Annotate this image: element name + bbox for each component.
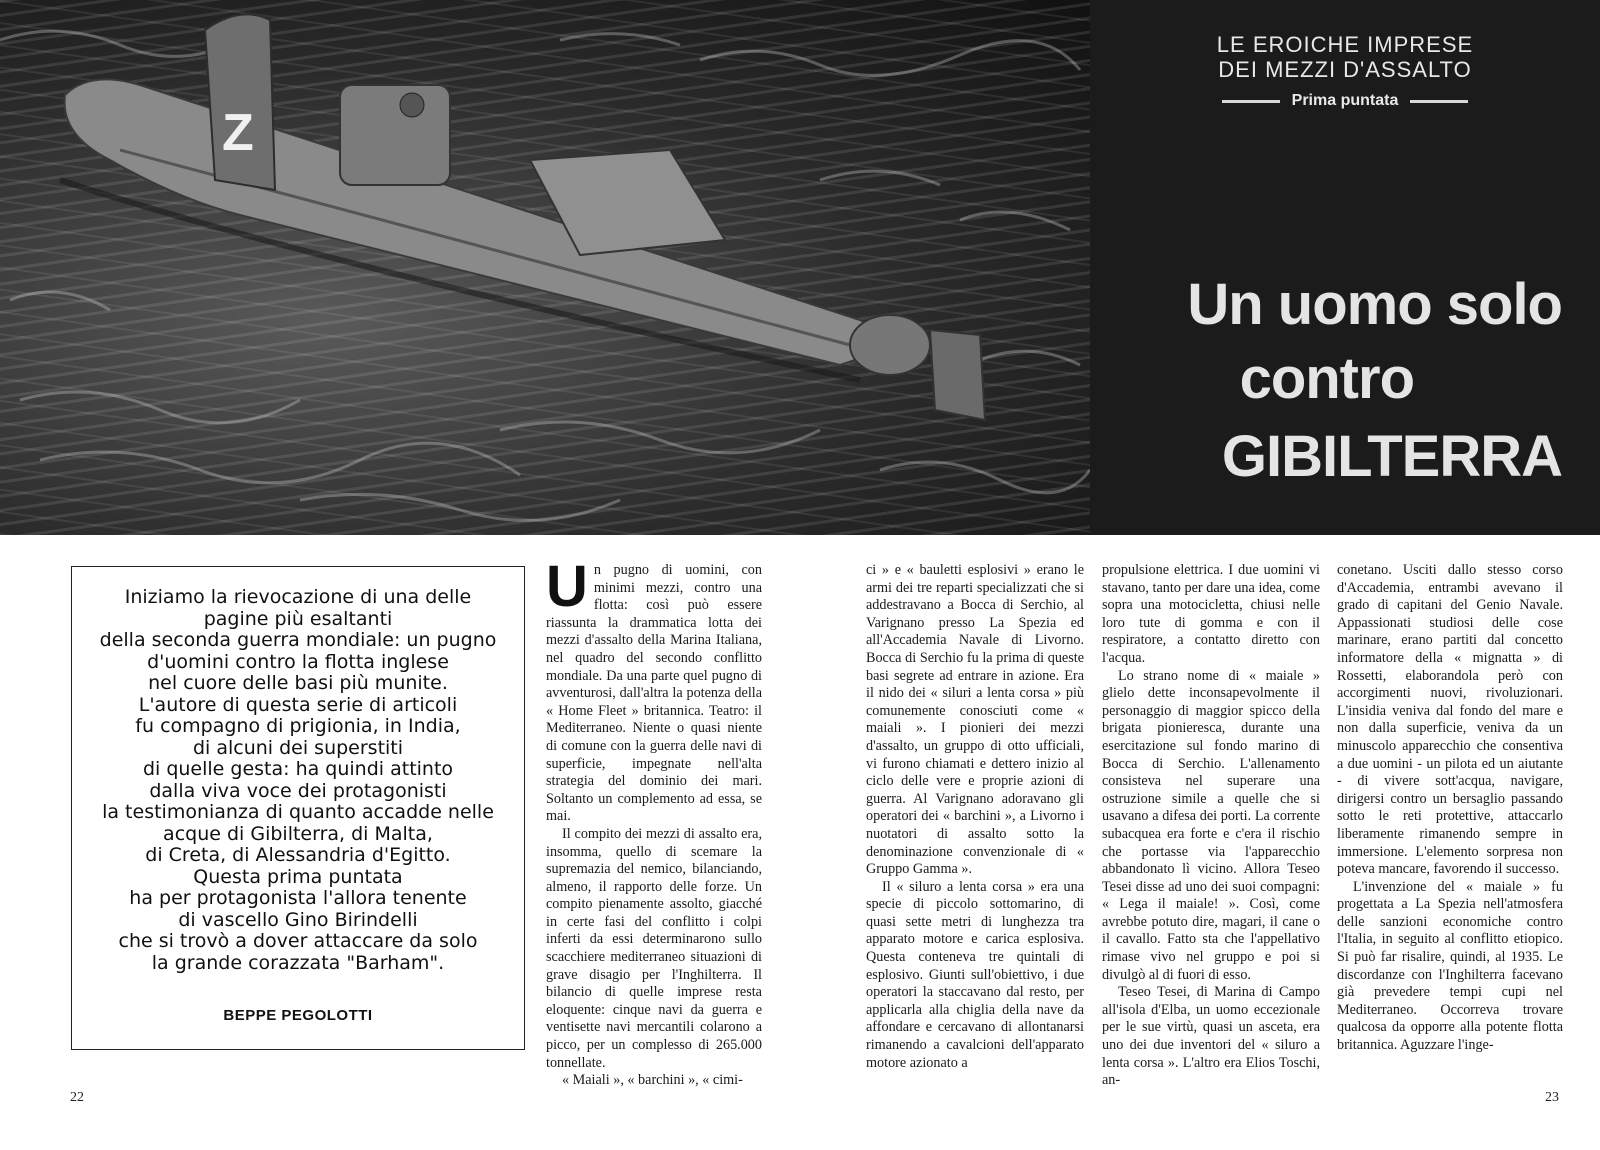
intro-line: dalla viva voce dei protagonisti (149, 779, 447, 802)
paragraph: « Maiali », « barchini », « cimi- (562, 1072, 743, 1089)
intro-line: L'autore di questa serie di articoli (138, 693, 458, 716)
article-column-2 (866, 562, 1084, 1072)
intro-line: la grande corazzata "Barham". (151, 951, 445, 974)
paragraph: propulsione elettrica. I due uomini vi stavano, tanto per dare una idea, come sopra una motocicletta, chiusi nelle loro tute di gomma e con il respiratore, a contatto diretto con l'acqua. (1102, 562, 1320, 666)
paragraph (546, 554, 762, 826)
paragraph: Il « siluro a lenta corsa » era una specie di piccolo sottomarino, di quasi sette metri di lunghezza tra apparato motore e carica esplosiva. Questa conteneva tre quintali di esplosivo. Giunti sull'obiettivo, i due operatori la staccavano dal resto, per applicarla alla chiglia della nave da affondare e cercavano di allontanarsi rimanendo a cavalcioni dell'apparato motore azionato a (866, 878, 1084, 1071)
intro-line: Iniziamo la rievocazione di una delle (124, 586, 472, 608)
paragraph: Il compito dei mezzi di assalto era, insomma, quello di scemare la supremazia del nemico, bilanciando, almeno, il rapporto delle forze. Un compito pienamente assolto, giacché in certe fasi del conflitto i colpi inferti da essi determinarono sullo scacchiere mediterraneo situazioni di grave disagio per l'Inghilterra. Il bilancio di quelle imprese resta eloquente: cinque navi da guerra e ventisette navi mercantili colarono a picco, per un complesso di 265.000 tonnellate. (546, 825, 762, 1071)
cover-photo-submarine (0, 0, 1090, 535)
intro-line: di Creta, di Alessandria d'Egitto. (145, 844, 451, 866)
paragraph: L'invenzione del « maiale » fu progettata a La Spezia nell'atmosfera delle sanzioni economiche contro l'Italia, in seguito al conflitto etiopico. Si può far risalire, quindi, al 1935. Le discordanze con l'Inghilterra facevano già prevedere tempi cupi nel Mediterraneo. Occorreva trovare qualcosa da opporre alla potente flotta britannica. Aguzzare l'inge- (1337, 878, 1563, 1054)
episode-text: Prima puntata (1291, 92, 1399, 109)
intro-line: acque di Gibilterra, di Malta, (163, 822, 433, 845)
headline-line1: Un uomo solo (1187, 272, 1562, 337)
paragraph: Teseo Tesei, di Marina di Campo all'isola d'Elba, un uomo eccezionale per le sue virtù, quasi un asceta, era uno dei due inventori del « siluro a lenta corsa ». L'altro era Elios Toschi, an- (1102, 984, 1320, 1089)
article-column-1 (546, 554, 762, 1090)
intro-line: fu compagno di prigionia, in India, (135, 715, 461, 737)
maiale-torpedo-illustration (0, 0, 1090, 535)
intro-box (71, 566, 525, 1050)
page-number-left: 22 (70, 1090, 84, 1105)
intro-line: di vascello Gino Birindelli (178, 908, 418, 931)
intro-line: di quelle gesta: ha quindi attinto (142, 758, 454, 780)
headline-line2: contro (1239, 346, 1414, 411)
paragraph: Lo strano nome di « maiale » glielo dette inconsapevolmente il personaggio di maggior spicco della brigata pionieresca, durante una esercitazione sul fondo marino di Bocca di Serchio. L'allenamento consisteva nel superare una ostruzione simile a quelle che si usavano a difesa dei porti. La corrente subacquea era forte e c'era il rischio che portasse via l'apparecchio abbandonato lì vicino. Allora Teseo Tesei disse ad uno dei suoi compagni: « Lega il maiale! ». Così, come avrebbe potuto dire, magari, il cane o il cavallo. Fatto sta che l'appellativo rimase vivo nel gruppo e poi si divulgò al di fuori di esso. (1102, 667, 1320, 983)
episode-label (1210, 90, 1480, 112)
series-kicker-line1: LE EROICHE IMPRESE (1216, 32, 1474, 57)
intro-line: d'uomini contro la flotta inglese (147, 650, 449, 673)
hull-letter: Z (222, 104, 254, 162)
author-byline: BEPPE PEGOLOTTI (223, 1007, 373, 1024)
paragraph-text: n pugno di uomini, con minimi mezzi, contro una flotta: così può essere riassunta la drammatica lotta dei mezzi d'assalto della Marina Italiana, nel quadro del secondo conflitto mondiale. Da una parte quel pugno di avventurosi, dall'altra la potenza della « Home Fleet » britannica. Teatro: il Mediterraneo. Niente o quasi niente di comune con la guerra delle navi di superficie, impegnate nell'alta strategia del dominio dei mari. Soltanto un complemento ad essa, se mai. (546, 562, 762, 825)
intro-line: ha per protagonista l'allora tenente (129, 887, 467, 909)
intro-line: la testimonianza di quanto accadde nelle (102, 801, 494, 823)
paragraph: conetano. Usciti dallo stesso corso d'Accademia, entrambi avevano il grado di capitani del Genio Navale. Appassionati studiosi delle cose marinare, erano partiti dal concetto informatore della « mignatta » di Rossetti, elaborandola però con accorgimenti nuovi, rivoluzionari. L'insidia veniva dal fondo del mare e non dalla superficie, veniva da un minuscolo apparecchio che consentiva a due uomini - un pilota ed un aiutante - di vivere sott'acqua, navigare, dirigersi contro un bersaglio passando sotto le reti protettive, attaccarlo liberamente rimanendo sempre in immersione. L'elemento sorpresa non poteva mancare, favorendo il successo. (1337, 562, 1563, 878)
article-column-3 (1102, 562, 1320, 1090)
article-column-4 (1337, 562, 1563, 1055)
intro-line: pagine più esaltanti (203, 607, 393, 630)
title-panel (1090, 0, 1600, 535)
series-kicker-line2: DEI MEZZI D'ASSALTO (1218, 57, 1472, 82)
intro-line: nel cuore delle basi più munite. (148, 672, 448, 694)
rule-left (1222, 100, 1280, 103)
intro-line: che si trovò a dover attaccare da solo (118, 930, 478, 952)
drop-cap: U (546, 554, 588, 619)
intro-line: Questa prima puntata (193, 865, 403, 888)
paragraph: ci » e « bauletti esplosivi » erano le armi dei tre reparti specializzati che si addestravano a Bocca di Serchio, al Varignano presso La Spezia ed all'Accademia Navale di Livorno. Bocca di Serchio fu la prima di queste basi segrete ad entrare in azione. Era il nido dei « siluri a lenta corsa » più comunemente conosciuti come « maiali ». I pionieri dei mezzi d'assalto, un gruppo di otto ufficiali, vi furono chiamati e dettero inizio al ciclo delle vere e proprie azioni di guerra. Al Varignano adoravano gli operatori dei « barchini », a Livorno i nuotatori di assalto sotto la denominazione convenzionale di « Gruppo Gamma ». (866, 562, 1084, 878)
page-number-right: 23 (1545, 1090, 1559, 1105)
intro-line: della seconda guerra mondiale: un pugno (99, 629, 497, 651)
rule-right (1410, 100, 1468, 103)
intro-line: di alcuni dei superstiti (192, 736, 404, 759)
headline-line3: GIBILTERRA (1221, 424, 1562, 489)
